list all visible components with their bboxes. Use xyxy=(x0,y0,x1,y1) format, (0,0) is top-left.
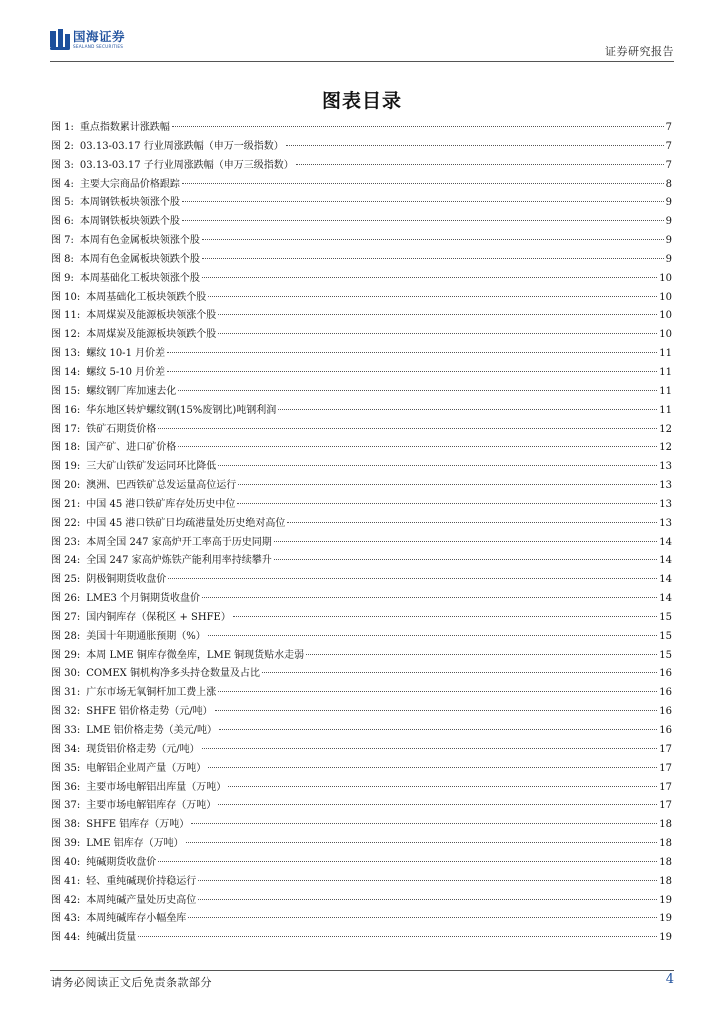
toc-dot-leader xyxy=(238,484,657,485)
toc-entry-page: 17 xyxy=(659,781,672,793)
toc-entry-number: 图 16: xyxy=(51,404,81,416)
toc-entry-page: 15 xyxy=(659,611,672,623)
toc-entry-number: 图 37: xyxy=(51,800,81,812)
toc-entry[interactable] xyxy=(51,458,672,477)
toc-entry-title: 螺纹 5-10 月价差 xyxy=(86,366,166,378)
toc-dot-leader xyxy=(168,578,657,579)
toc-entry-number: 图 20: xyxy=(51,480,81,492)
toc-entry-title: 全国 247 家高炉炼铁产能利用率持续攀升 xyxy=(86,555,272,567)
toc-entry-page: 15 xyxy=(659,649,672,661)
document-type-label: 证券研究报告 xyxy=(605,45,674,58)
toc-entry-number: 图 32: xyxy=(51,706,81,718)
toc-entry[interactable] xyxy=(51,119,672,138)
toc-entry-title: 纯碱出货量 xyxy=(86,932,137,944)
toc-entry-number: 图 31: xyxy=(51,687,81,699)
toc-entry-number: 图 12: xyxy=(51,329,81,341)
toc-entry-number: 图 29: xyxy=(51,649,81,661)
toc-entry-number: 图 10: xyxy=(51,291,81,303)
toc-entry-page: 7 xyxy=(665,159,672,171)
toc-entry-page: 17 xyxy=(659,762,672,774)
toc-dot-leader xyxy=(167,352,657,353)
toc-entry-number: 图 13: xyxy=(51,348,81,360)
toc-entry[interactable] xyxy=(51,402,672,421)
toc-entry[interactable] xyxy=(51,138,672,157)
toc-entry[interactable] xyxy=(51,722,672,741)
toc-entry-title: 03.13-03.17 子行业周涨跌幅（申万三级指数） xyxy=(79,159,294,171)
toc-entry-page: 16 xyxy=(659,706,672,718)
toc-entry-title: 主要市场电解铝出库量（万吨） xyxy=(86,781,227,793)
toc-entry-number: 图 22: xyxy=(51,517,81,529)
toc-entry[interactable] xyxy=(51,647,672,666)
toc-entry-title: 三大矿山铁矿发运同环比降低 xyxy=(86,461,217,473)
toc-dot-leader xyxy=(202,277,657,278)
toc-entry[interactable] xyxy=(51,251,672,270)
toc-entry[interactable] xyxy=(51,760,672,779)
toc-dot-leader xyxy=(306,654,657,655)
toc-entry-page: 9 xyxy=(665,197,672,209)
toc-entry-title: 本周基础化工板块领涨个股 xyxy=(79,272,200,284)
toc-entry[interactable] xyxy=(51,779,672,798)
toc-dot-leader xyxy=(158,428,657,429)
toc-entry-page: 11 xyxy=(659,366,672,378)
toc-entry-number: 图 24: xyxy=(51,555,81,567)
toc-dot-leader xyxy=(208,296,657,297)
toc-entry-page: 14 xyxy=(659,536,672,548)
toc-dot-leader xyxy=(178,446,657,447)
toc-entry-page: 11 xyxy=(659,385,672,397)
disclaimer-note: 请务必阅读正文后免责条款部分 xyxy=(51,976,212,989)
toc-dot-leader xyxy=(233,616,657,617)
toc-entry-title: 轻、重纯碱现价持稳运行 xyxy=(86,875,197,887)
toc-entry-number: 图 8: xyxy=(51,253,74,265)
toc-entry[interactable] xyxy=(51,421,672,440)
toc-dot-leader xyxy=(262,672,657,673)
toc-entry-number: 图 30: xyxy=(51,668,81,680)
toc-entry-number: 图 40: xyxy=(51,856,81,868)
toc-entry-title: 03.13-03.17 行业周涨跌幅（申万一级指数） xyxy=(79,140,284,152)
toc-entry-title: 本周钢铁板块领跌个股 xyxy=(79,216,180,228)
toc-entry-page: 9 xyxy=(665,235,672,247)
toc-entry-title: LME3 个月铜期货收盘价 xyxy=(86,593,201,605)
toc-dot-leader xyxy=(287,522,657,523)
toc-entry[interactable] xyxy=(51,665,672,684)
toc-entry-number: 图 18: xyxy=(51,442,81,454)
toc-entry[interactable] xyxy=(51,854,672,873)
toc-entry[interactable] xyxy=(51,929,672,948)
toc-dot-leader xyxy=(228,786,657,787)
toc-entry-page: 12 xyxy=(659,423,672,435)
toc-entry-title: LME 铝库存（万吨） xyxy=(86,838,184,850)
toc-entry-number: 图 1: xyxy=(51,122,74,133)
logo-mark-icon xyxy=(50,29,70,51)
toc-entry[interactable] xyxy=(51,684,672,703)
toc-entry-page: 8 xyxy=(665,178,672,190)
toc-entry-title: 本周纯碱产量处历史高位 xyxy=(86,894,197,906)
toc-entry-number: 图 39: xyxy=(51,838,81,850)
toc-entry-page: 19 xyxy=(659,913,672,925)
toc-entry-number: 图 6: xyxy=(51,216,74,228)
toc-entry-number: 图 19: xyxy=(51,461,81,473)
toc-dot-leader xyxy=(219,729,657,730)
toc-dot-leader xyxy=(188,917,657,918)
toc-entry-title: 本周全国 247 家高炉开工率高于历史同期 xyxy=(86,536,272,548)
toc-dot-leader xyxy=(274,559,658,560)
toc-dot-leader xyxy=(202,239,664,240)
toc-entry[interactable] xyxy=(51,307,672,326)
toc-entry-title: 中国 45 港口铁矿库存处历史中位 xyxy=(86,498,236,510)
toc-dot-leader xyxy=(198,899,657,900)
toc-dot-leader xyxy=(218,691,657,692)
toc-dot-leader xyxy=(186,842,658,843)
toc-entry-page: 10 xyxy=(659,310,672,322)
toc-entry-number: 图 44: xyxy=(51,932,81,944)
toc-entry-number: 图 9: xyxy=(51,272,74,284)
toc-entry-page: 9 xyxy=(665,253,672,265)
toc-entry-number: 图 14: xyxy=(51,366,81,378)
toc-entry[interactable] xyxy=(51,289,672,308)
toc-entry-page: 18 xyxy=(659,838,672,850)
toc-entry[interactable] xyxy=(51,496,672,515)
toc-entry-title: 铁矿石期货价格 xyxy=(86,423,157,435)
toc-entry[interactable] xyxy=(51,797,672,816)
toc-entry[interactable] xyxy=(51,609,672,628)
toc-entry-page: 13 xyxy=(659,461,672,473)
toc-entry-number: 图 5: xyxy=(51,197,74,209)
page-header xyxy=(50,26,674,60)
toc-entry-title: 本周煤炭及能源板块领涨个股 xyxy=(86,310,217,322)
toc-dot-leader xyxy=(191,823,657,824)
toc-entry[interactable] xyxy=(51,816,672,835)
toc-entry-title: 本周钢铁板块领涨个股 xyxy=(79,197,180,209)
toc-entry[interactable] xyxy=(51,892,672,911)
toc-entry-page: 7 xyxy=(665,140,672,152)
toc-entry[interactable] xyxy=(51,703,672,722)
toc-dot-leader xyxy=(218,804,657,805)
toc-dot-leader xyxy=(278,409,657,410)
toc-entry[interactable] xyxy=(51,552,672,571)
toc-entry-page: 18 xyxy=(659,819,672,831)
toc-entry-title: 广东市场无氧铜杆加工费上涨 xyxy=(86,687,217,699)
toc-dot-leader xyxy=(172,126,664,127)
toc-entry[interactable] xyxy=(51,741,672,760)
toc-entry-number: 图 17: xyxy=(51,423,81,435)
toc-entry-number: 图 33: xyxy=(51,725,81,736)
toc-dot-leader xyxy=(202,597,657,598)
toc-entry-title: 华东地区转炉螺纹钢(15%废钢比)吨钢利润 xyxy=(86,404,277,416)
toc-entry-page: 14 xyxy=(659,593,672,605)
toc-entry-number: 图 11: xyxy=(51,310,81,322)
toc-dot-leader xyxy=(296,164,664,165)
toc-entry-number: 图 15: xyxy=(51,385,81,397)
toc-entry-page: 10 xyxy=(659,272,672,284)
toc-entry-title: LME 铝价格走势（美元/吨） xyxy=(86,725,218,736)
toc-dot-leader xyxy=(208,635,657,636)
toc-entry[interactable] xyxy=(51,383,672,402)
toc-entry-page: 16 xyxy=(659,725,672,736)
toc-entry-number: 图 28: xyxy=(51,630,81,642)
toc-entry-title: 国产矿、进口矿价格 xyxy=(86,442,177,454)
toc-entry-number: 图 43: xyxy=(51,913,81,925)
toc-entry[interactable] xyxy=(51,176,672,195)
toc-entry-title: 本周 LME 铜库存微垒库，LME 铜现货贴水走弱 xyxy=(86,649,305,661)
toc-entry-title: 本周纯碱库存小幅垒库 xyxy=(86,913,187,925)
toc-entry[interactable] xyxy=(51,439,672,458)
toc-dot-leader xyxy=(274,541,658,542)
toc-entry-number: 图 36: xyxy=(51,781,81,793)
toc-entry-page: 14 xyxy=(659,574,672,586)
toc-entry-page: 14 xyxy=(659,555,672,567)
toc-dot-leader xyxy=(182,201,664,202)
toc-dot-leader xyxy=(286,145,664,146)
toc-entry-number: 图 4: xyxy=(51,178,74,190)
toc-entry-title: 螺纹钢厂库加速去化 xyxy=(86,385,177,397)
toc-entry-title: 澳洲、巴西铁矿总发运量高位运行 xyxy=(86,480,237,492)
toc-entry-title: 本周基础化工板块领跌个股 xyxy=(86,291,207,303)
toc-entry-title: 美国十年期通胀预期（%） xyxy=(86,630,206,642)
toc-entry[interactable] xyxy=(51,213,672,232)
figure-list xyxy=(51,119,672,948)
toc-entry-title: 螺纹 10-1 月价差 xyxy=(86,348,166,360)
toc-entry-page: 13 xyxy=(659,517,672,529)
toc-entry-page: 16 xyxy=(659,687,672,699)
toc-entry-title: 主要大宗商品价格跟踪 xyxy=(79,178,180,190)
toc-entry-title: 阴极铜期货收盘价 xyxy=(86,574,167,586)
toc-dot-leader xyxy=(218,465,657,466)
toc-entry-page: 11 xyxy=(659,348,672,360)
toc-dot-leader xyxy=(208,767,657,768)
toc-entry[interactable] xyxy=(51,835,672,854)
toc-dot-leader xyxy=(182,220,664,221)
toc-dot-leader xyxy=(158,861,657,862)
toc-entry[interactable] xyxy=(51,534,672,553)
toc-entry-page: 19 xyxy=(659,894,672,906)
toc-dot-leader xyxy=(218,314,657,315)
toc-dot-leader xyxy=(167,371,657,372)
toc-entry-page: 19 xyxy=(659,932,672,944)
page-number: 4 xyxy=(665,972,674,987)
toc-entry-title: 本周有色金属板块领跌个股 xyxy=(79,253,200,265)
toc-entry-title: 重点指数累计涨跌幅 xyxy=(79,122,170,133)
toc-entry-page: 12 xyxy=(659,442,672,454)
toc-entry-number: 图 35: xyxy=(51,762,81,774)
toc-entry-page: 13 xyxy=(659,498,672,510)
toc-entry-number: 图 23: xyxy=(51,536,81,548)
toc-entry-page: 18 xyxy=(659,875,672,887)
toc-entry[interactable] xyxy=(51,910,672,929)
toc-entry-number: 图 21: xyxy=(51,498,81,510)
toc-entry[interactable] xyxy=(51,270,672,289)
toc-entry-page: 11 xyxy=(659,404,672,416)
toc-dot-leader xyxy=(138,936,657,937)
toc-dot-leader xyxy=(215,710,658,711)
toc-entry[interactable] xyxy=(51,477,672,496)
toc-entry[interactable] xyxy=(51,364,672,383)
toc-entry-page: 16 xyxy=(659,668,672,680)
toc-entry-page: 10 xyxy=(659,291,672,303)
toc-entry-page: 13 xyxy=(659,480,672,492)
toc-entry-title: 本周煤炭及能源板块领跌个股 xyxy=(86,329,217,341)
toc-entry-number: 图 41: xyxy=(51,875,81,887)
toc-entry-page: 7 xyxy=(665,122,672,133)
toc-entry-number: 图 42: xyxy=(51,894,81,906)
toc-entry-number: 图 3: xyxy=(51,159,74,171)
logo-name-cn: 国海证券 xyxy=(73,29,126,44)
toc-dot-leader xyxy=(178,390,657,391)
toc-entry-page: 9 xyxy=(665,216,672,228)
footer-divider xyxy=(50,970,674,971)
toc-entry[interactable] xyxy=(51,628,672,647)
toc-entry-page: 17 xyxy=(659,743,672,755)
toc-entry-title: 电解铝企业周产量（万吨） xyxy=(86,762,207,774)
toc-entry[interactable] xyxy=(51,232,672,251)
toc-entry-title: 主要市场电解铝库存（万吨） xyxy=(86,800,217,812)
page-title: 图表目录 xyxy=(321,90,402,112)
toc-entry[interactable] xyxy=(51,194,672,213)
toc-entry-title: 国内铜库存（保税区 + SHFE） xyxy=(86,611,231,623)
toc-entry-number: 图 2: xyxy=(51,140,74,152)
toc-entry-number: 图 38: xyxy=(51,819,81,831)
toc-dot-leader xyxy=(202,258,664,259)
toc-entry[interactable] xyxy=(51,326,672,345)
toc-entry[interactable] xyxy=(51,515,672,534)
toc-entry-page: 18 xyxy=(659,856,672,868)
header-divider xyxy=(50,61,674,62)
toc-entry-title: COMEX 铜机构净多头持仓数量及占比 xyxy=(86,668,260,680)
toc-entry[interactable] xyxy=(51,873,672,892)
logo-name-en: SEALAND SECURITIES xyxy=(73,44,124,49)
toc-entry-title: SHFE 铝库存（万吨） xyxy=(86,819,190,831)
toc-entry-page: 10 xyxy=(659,329,672,341)
toc-entry[interactable] xyxy=(51,590,672,609)
toc-entry-number: 图 7: xyxy=(51,235,74,247)
toc-entry-number: 图 27: xyxy=(51,611,81,623)
toc-entry[interactable] xyxy=(51,157,672,176)
toc-entry-title: 中国 45 港口铁矿日均疏港量处历史绝对高位 xyxy=(86,517,286,529)
toc-dot-leader xyxy=(198,880,657,881)
toc-entry-number: 图 34: xyxy=(51,743,81,755)
toc-dot-leader xyxy=(237,503,657,504)
toc-entry-title: SHFE 铝价格走势（元/吨） xyxy=(86,706,213,718)
toc-dot-leader xyxy=(182,183,664,184)
toc-entry[interactable] xyxy=(51,571,672,590)
company-logo xyxy=(50,26,125,51)
toc-dot-leader xyxy=(218,333,657,334)
toc-entry-title: 本周有色金属板块领涨个股 xyxy=(79,235,200,247)
toc-dot-leader xyxy=(202,748,658,749)
toc-entry[interactable] xyxy=(51,345,672,364)
toc-entry-number: 图 25: xyxy=(51,574,81,586)
toc-entry-page: 17 xyxy=(659,800,672,812)
toc-entry-page: 15 xyxy=(659,630,672,642)
toc-entry-title: 现货铝价格走势（元/吨） xyxy=(86,743,200,755)
toc-entry-title: 纯碱期货收盘价 xyxy=(86,856,157,868)
toc-entry-number: 图 26: xyxy=(51,593,81,605)
